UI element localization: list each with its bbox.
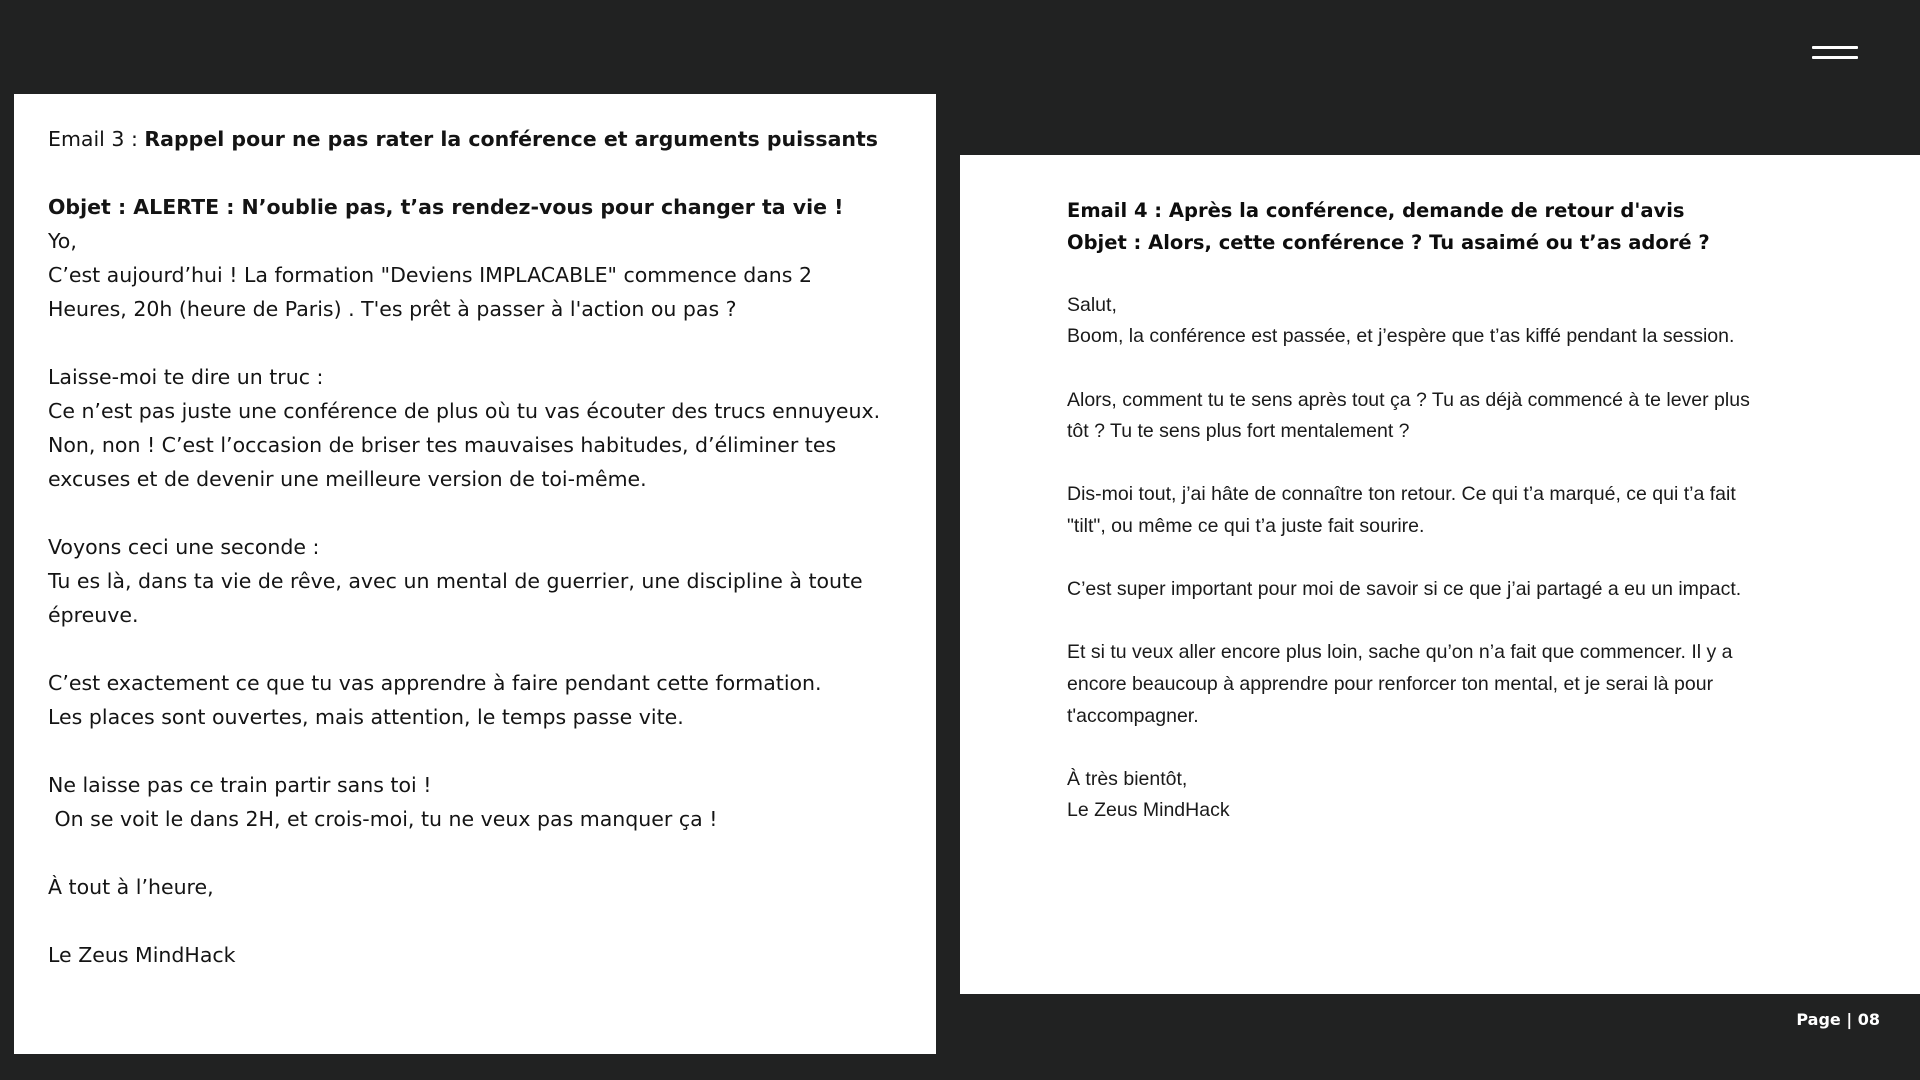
spacer bbox=[1067, 543, 1920, 575]
email-3-text-line: excuses et de devenir une meilleure version de toi-même. bbox=[48, 467, 647, 491]
spacer bbox=[1067, 448, 1920, 480]
email-3-closing: À tout à l’heure, bbox=[48, 875, 214, 899]
hamburger-menu-icon[interactable] bbox=[1812, 44, 1858, 64]
email-3-title-prefix: Email 3 : bbox=[48, 127, 145, 151]
email-4-text-line: C’est super important pour moi de savoir si ce que j’ai partagé a eu un impact. bbox=[1067, 578, 1742, 601]
email-3-card bbox=[14, 94, 936, 1054]
email-3-signature: Le Zeus MindHack bbox=[48, 943, 236, 967]
email-3-text-line: Les places sont ouvertes, mais attention, le temps passe vite. bbox=[48, 705, 684, 729]
email-3-text-line: Voyons ceci une seconde : bbox=[48, 535, 320, 559]
email-3-text-line: Laisse-moi te dire un truc : bbox=[48, 365, 324, 389]
email-4-text-line: t'accompagner. bbox=[1067, 704, 1199, 727]
menu-bar-top bbox=[1812, 46, 1858, 49]
email-3-text-line: Tu es là, dans ta vie de rêve, avec un mental de guerrier, une discipline à toute bbox=[48, 569, 863, 593]
spacer bbox=[48, 904, 936, 938]
spacer bbox=[1067, 353, 1920, 385]
page-number: Page | 08 bbox=[1796, 1010, 1880, 1029]
email-3-title bbox=[48, 122, 936, 156]
email-3-text-line: On se voit le dans 2H, et crois-moi, tu ne veux pas manquer ça ! bbox=[48, 807, 718, 831]
email-4-text-line: Alors, comment tu te sens après tout ça ? Tu as déjà commencé à te lever plus bbox=[1067, 388, 1750, 411]
email-3-text-line: épreuve. bbox=[48, 603, 139, 627]
email-3-title-bold: Rappel pour ne pas rater la conférence et arguments puissants bbox=[144, 127, 879, 151]
email-4-text-line: Et si tu veux aller encore plus loin, sache qu’on n’a fait que commencer. Il y a bbox=[1067, 641, 1733, 664]
email-4-closing: À très bientôt, bbox=[1067, 767, 1188, 790]
spacer bbox=[48, 836, 936, 870]
spacer bbox=[48, 156, 936, 190]
email-4-text-line: Dis-moi tout, j’ai hâte de connaître ton retour. Ce qui t’a marqué, ce qui t’a fait bbox=[1067, 483, 1736, 506]
email-3-text-line: Heures, 20h (heure de Paris) . T'es prêt à passer à l'action ou pas ? bbox=[48, 297, 737, 321]
spacer bbox=[48, 632, 936, 666]
menu-bar-bottom bbox=[1812, 56, 1858, 59]
email-3-text-line: Ne laisse pas ce train partir sans toi ! bbox=[48, 773, 432, 797]
email-4-greeting: Salut, bbox=[1067, 293, 1117, 316]
email-4-text-line: encore beaucoup à apprendre pour renforcer ton mental, et je serai là pour bbox=[1067, 672, 1714, 695]
email-4-text-line: tôt ? Tu te sens plus fort mentalement ? bbox=[1067, 420, 1410, 443]
email-3-text-line: Ce n’est pas juste une conférence de plus où tu vas écouter des trucs ennuyeux. bbox=[48, 399, 881, 423]
email-4-title: Email 4 : Après la conférence, demande de retour d'avis bbox=[1067, 199, 1685, 222]
spacer bbox=[48, 734, 936, 768]
email-4-card bbox=[960, 155, 1920, 994]
email-3-text-line: C’est aujourd’hui ! La formation "Deviens IMPLACABLE" commence dans 2 bbox=[48, 263, 813, 287]
spacer bbox=[1067, 606, 1920, 638]
spacer bbox=[1067, 732, 1920, 764]
email-4-text-line: "tilt", ou même ce qui t’a juste fait sourire. bbox=[1067, 514, 1425, 537]
email-3-text-line: Non, non ! C’est l’occasion de briser tes mauvaises habitudes, d’éliminer tes bbox=[48, 433, 837, 457]
email-4-signature: Le Zeus MindHack bbox=[1067, 799, 1230, 822]
spacer bbox=[1067, 258, 1920, 290]
email-4-text-line: Boom, la conférence est passée, et j’espère que t’as kiffé pendant la session. bbox=[1067, 325, 1735, 348]
email-3-text-line: C’est exactement ce que tu vas apprendre à faire pendant cette formation. bbox=[48, 671, 822, 695]
email-3-subject: Objet : ALERTE : N’oublie pas, t’as rendez-vous pour changer ta vie ! bbox=[48, 195, 844, 219]
spacer bbox=[48, 496, 936, 530]
email-3-greeting: Yo, bbox=[48, 229, 77, 253]
email-4-subject: Objet : Alors, cette conférence ? Tu asaimé ou t’as adoré ? bbox=[1067, 230, 1710, 254]
spacer bbox=[48, 326, 936, 360]
